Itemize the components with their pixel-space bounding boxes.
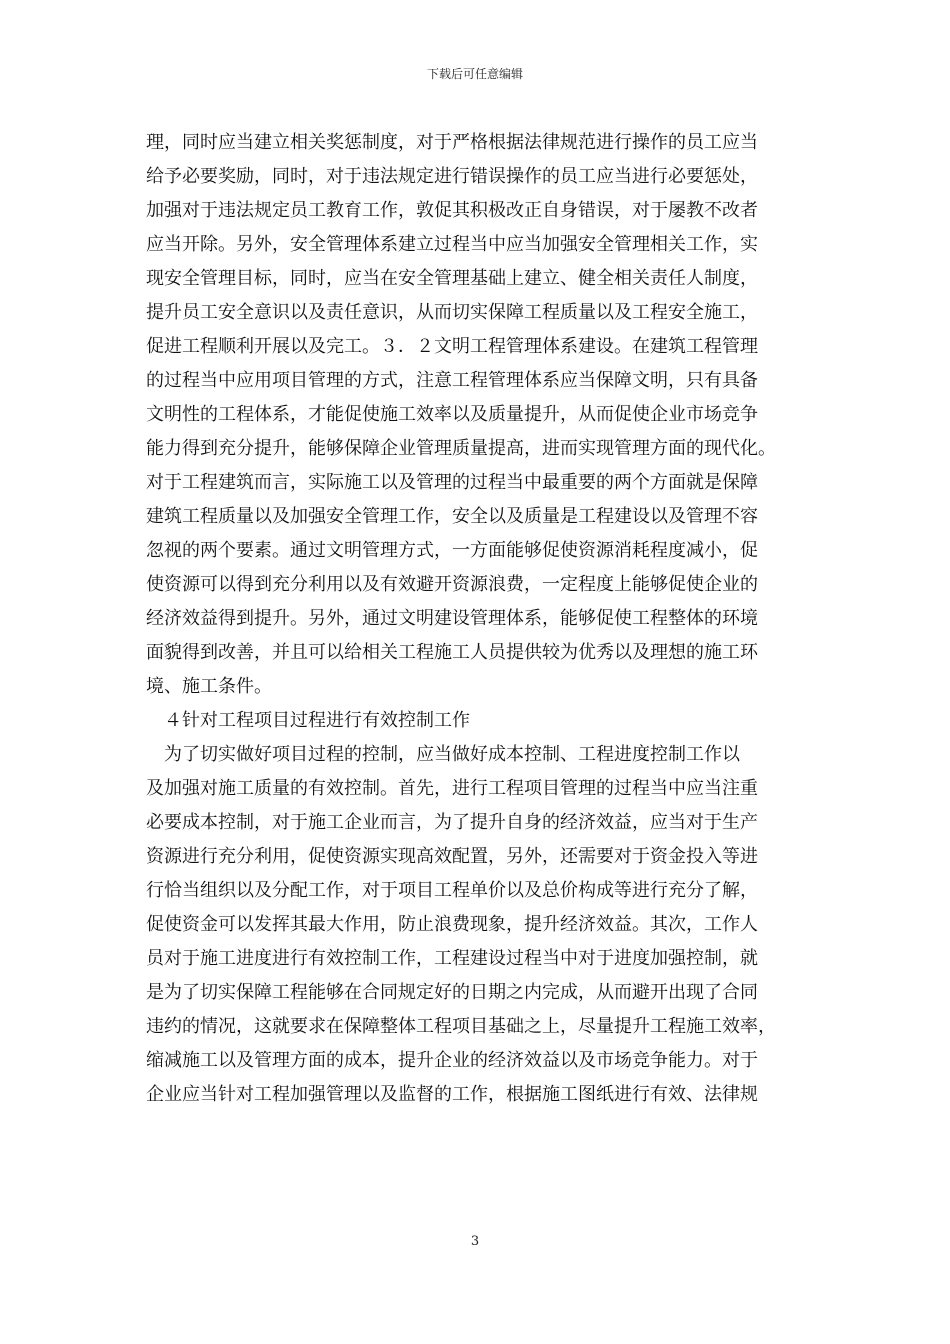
text-line: 必要成本控制，对于施工企业而言，为了提升自身的经济效益，应当对于生产 [146,812,758,833]
text-line: 忽视的两个要素。通过文明管理方式，一方面能够促使资源消耗程度减小，促 [146,540,758,561]
text-line: 面貌得到改善，并且可以给相关工程施工人员提供较为优秀以及理想的施工环 [146,642,758,663]
section-heading: ４针对工程项目过程进行有效控制工作 [146,710,470,731]
text-line: 促使资金可以发挥其最大作用，防止浪费现象，提升经济效益。其次，工作人 [146,914,758,935]
text-line: 建筑工程质量以及加强安全管理工作，安全以及质量是工程建设以及管理不容 [146,506,758,527]
text-line: 现安全管理目标，同时，应当在安全管理基础上建立、健全相关责任人制度， [146,268,758,289]
text-line: 缩减施工以及管理方面的成本，提升企业的经济效益以及市场竞争能力。对于 [146,1050,758,1071]
text-line: 给予必要奖励，同时，对于违法规定进行错误操作的员工应当进行必要惩处， [146,166,758,187]
text-line: 加强对于违法规定员工教育工作，敦促其积极改正自身错误，对于屡教不改者 [146,200,758,221]
text-line: 违约的情况，这就要求在保障整体工程项目基础之上，尽量提升工程施工效率， [146,1016,776,1037]
text-line: 境、施工条件。 [146,676,272,697]
text-line: 经济效益得到提升。另外，通过文明建设管理体系，能够促使工程整体的环境 [146,608,758,629]
text-line: 对于工程建筑而言，实际施工以及管理的过程当中最重要的两个方面就是保障 [146,472,758,493]
text-line: 资源进行充分利用，促使资源实现高效配置，另外，还需要对于资金投入等进 [146,846,758,867]
page-header: 下载后可任意编辑 [426,67,523,81]
text-line: 能力得到充分提升，能够保障企业管理质量提高，进而实现管理方面的现代化。 [146,438,776,459]
text-line: 行恰当组织以及分配工作，对于项目工程单价以及总价构成等进行充分了解， [146,880,758,901]
text-line: 应当开除。另外，安全管理体系建立过程当中应当加强安全管理相关工作，实 [146,234,758,255]
text-line: 文明性的工程体系，才能促使施工效率以及质量提升，从而促使企业市场竞争 [146,404,758,425]
text-line: 员对于施工进度进行有效控制工作，工程建设过程当中对于进度加强控制，就 [146,948,758,969]
page-number: 3 [470,1234,480,1249]
text-line: 的过程当中应用项目管理的方式，注意工程管理体系应当保障文明，只有具备 [146,370,758,391]
text-line: 促进工程顺利开展以及完工。３．２文明工程管理体系建设。在建筑工程管理 [146,336,758,357]
text-line: 理，同时应当建立相关奖惩制度，对于严格根据法律规范进行操作的员工应当 [146,132,758,153]
text-line: 提升员工安全意识以及责任意识，从而切实保障工程质量以及工程安全施工， [146,302,758,323]
text-line: 及加强对施工质量的有效控制。首先，进行工程项目管理的过程当中应当注重 [146,778,758,799]
text-line: 为了切实做好项目过程的控制，应当做好成本控制、工程进度控制工作以 [146,744,740,765]
text-line: 使资源可以得到充分利用以及有效避开资源浪费，一定程度上能够促使企业的 [146,574,758,595]
text-line: 是为了切实保障工程能够在合同规定好的日期之内完成，从而避开出现了合同 [146,982,758,1003]
text-line: 企业应当针对工程加强管理以及监督的工作，根据施工图纸进行有效、法律规 [146,1084,758,1105]
